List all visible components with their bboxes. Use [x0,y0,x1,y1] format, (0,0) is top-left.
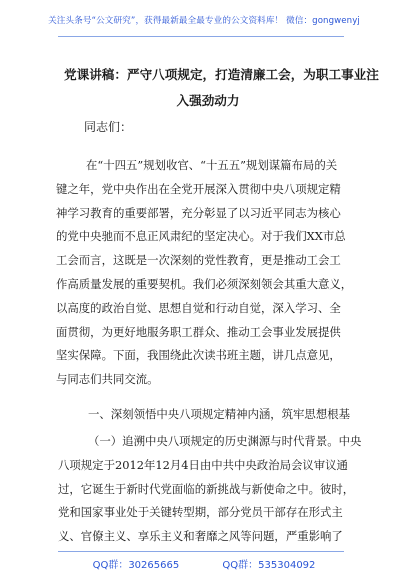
text-line: 八项规定于2012年12月4日由中共中央政治局会议审议通 [58,457,348,472]
text-line: 义、官僚主义、享乐主义和奢靡之风等问题，严重影响了 [58,529,343,544]
text-line: 以高度的政治自觉、思想自觉和行动自觉，深入学习、全 [56,300,341,315]
text-line: 过，它诞生于新时代党面临的新挑战与新使命之中。彼时， [58,481,355,496]
paragraph-intro [56,154,356,392]
footer-divider [58,551,344,552]
paragraph-section1 [58,430,362,549]
text-line: 的党中央驰而不息正风肃纪的坚定决心。对于我们XX市总 [56,229,346,244]
header-note: 关注头条号“公文研究”，获得最新最全最专业的公文资料库！ 微信：gongwenyj [48,16,360,26]
text-line: 工会而言，这既是一次深刻的党性教育，更是推动工会工 [56,253,341,268]
text-line: 党和国家事业处于关键转型期，部分党员干部存在形式主 [58,505,343,520]
header-divider [58,36,344,37]
text-line: 神学习教育的重要部署，充分彰显了以习近平同志为核心 [56,205,341,220]
title-line-2: 入强劲动力 [176,93,240,108]
text-line: 面贯彻，为更好地服务职工群众、推动工会事业发展提供 [56,324,341,339]
footer [0,556,408,571]
section-heading: 一、深刻领悟中央八项规定精神内涵，筑牢思想根基 [88,407,350,421]
text-line: 坚实保障。下面，我围绕此次读书班主题，讲几点意见， [56,348,341,363]
text-line: 与同志们共同交流。 [56,372,159,387]
document-title [58,62,379,114]
qq-group-1: QQ群：30265665 [92,560,180,571]
title-line-1: 党课讲稿：严守八项规定，打造清廉工会，为职工事业注 [64,67,379,82]
text-line: 作高质量发展的重要契机。我们必须深刻领会其重大意义， [56,276,353,291]
salutation: 同志们： [84,120,133,134]
text-line: 键之年，党中央作出在全党开展深入贯彻中央八项规定精 [56,181,341,196]
text-line: 在“十四五”规划收官、“十五五”规划谋篇布局的关 [86,158,338,172]
qq-group-2: QQ群：535304092 [222,560,316,571]
text-line: （一）追溯中央八项规定的历史渊源与时代背景。中央 [88,434,362,448]
